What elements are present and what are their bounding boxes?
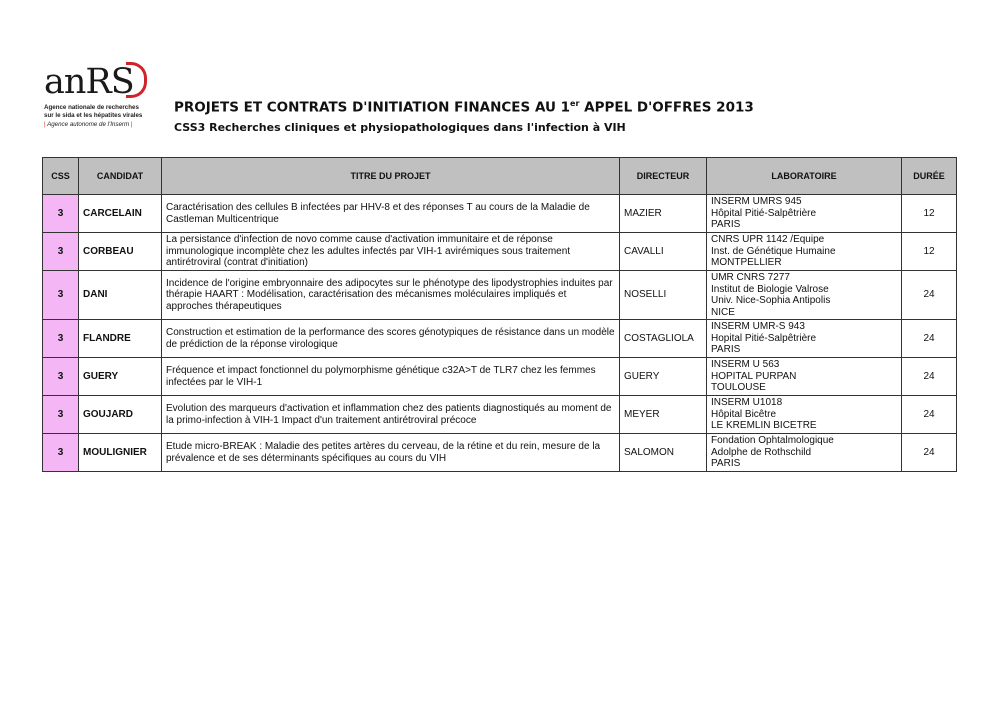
cell-laboratoire xyxy=(707,320,902,358)
lab-line: INSERM U 563 xyxy=(711,359,780,371)
cell-duree: 24 xyxy=(902,358,957,396)
lab-line: Univ. Nice-Sophia Antipolis xyxy=(711,295,831,306)
header-duree: DURÉE xyxy=(902,158,957,195)
table-header-row xyxy=(43,158,957,195)
cell-laboratoire xyxy=(707,271,902,320)
page-title-sup: er xyxy=(570,99,580,108)
cell-duree: 24 xyxy=(902,271,957,320)
header-laboratoire: LABORATOIRE xyxy=(707,158,902,195)
logo-wordmark xyxy=(44,60,156,100)
page-title xyxy=(174,99,754,116)
header-candidat: CANDIDAT xyxy=(79,158,162,195)
cell-duree: 24 xyxy=(902,320,957,358)
lab-line: INSERM UMRS 945 xyxy=(711,196,802,208)
lab-line: TOULOUSE xyxy=(711,382,766,394)
lab-line: Hôpital Pitié-Salpêtrière xyxy=(711,207,817,219)
lab-line: Inst. de Génétique Humaine xyxy=(711,245,836,257)
table-row xyxy=(43,358,957,396)
cell-titre: Etude micro-BREAK : Maladie des petites artères du cerveau, de la rétine et du rein, mesure de la prévalence et de ses déterminants spécifiques au cours du VIH xyxy=(162,434,620,472)
cell-candidat: FLANDRE xyxy=(79,320,162,358)
header-css: CSS xyxy=(43,158,79,195)
lab-line: Hopital Pitié-Salpêtrière xyxy=(711,332,817,344)
cell-candidat: GOUJARD xyxy=(79,396,162,434)
cell-laboratoire xyxy=(707,358,902,396)
lab-line: PARIS xyxy=(711,344,741,356)
header-titre: TITRE DU PROJET xyxy=(162,158,620,195)
cell-titre: Fréquence et impact fonctionnel du polymorphisme génétique c32A>T de TLR7 chez les femmes infectées par le VIH-1 xyxy=(162,358,620,396)
table-row xyxy=(43,396,957,434)
lab-line: INSERM UMR-S 943 xyxy=(711,321,805,333)
projects-table xyxy=(42,157,957,472)
lab-line: Fondation Ophtalmologique xyxy=(711,435,834,447)
cell-candidat: CORBEAU xyxy=(79,233,162,271)
table-row xyxy=(43,320,957,358)
lab-line: UMR CNRS 7277 xyxy=(711,272,790,283)
cell-laboratoire xyxy=(707,195,902,233)
logo-tagline: | Agence autonome de l'Inserm | xyxy=(44,121,133,128)
cell-titre: Construction et estimation de la performance des scores génotypiques de résistance dans un modèle de prédiction de la réponse virologique xyxy=(162,320,620,358)
lab-line: CNRS UPR 1142 /Equipe xyxy=(711,234,825,246)
lab-line: Adolphe de Rothschild xyxy=(711,446,812,458)
lab-line: LE KREMLIN BICETRE xyxy=(711,420,817,432)
cell-duree: 12 xyxy=(902,195,957,233)
cell-directeur: MAZIER xyxy=(620,195,707,233)
anrs-logo xyxy=(44,60,156,129)
page-title-prefix: PROJETS ET CONTRATS D'INITIATION FINANCES AU 1 xyxy=(174,99,571,116)
logo-subtitle xyxy=(44,104,156,120)
logo-subtitle-line1: Agence nationale de recherches xyxy=(44,104,139,111)
cell-candidat: MOULIGNIER xyxy=(79,434,162,472)
cell-directeur: CAVALLI xyxy=(620,233,707,271)
page-subtitle: CSS3 Recherches cliniques et physiopathologiques dans l'infection à VIH xyxy=(174,121,626,134)
table-row xyxy=(43,271,957,320)
cell-laboratoire xyxy=(707,233,902,271)
lab-line: INSERM U1018 xyxy=(711,397,783,409)
table-row xyxy=(43,233,957,271)
page-title-suffix: APPEL D'OFFRES 2013 xyxy=(579,99,754,116)
cell-titre: Caractérisation des cellules B infectées par HHV-8 et des réponses T au cours de la Maladie de Castleman Multicentrique xyxy=(162,195,620,233)
cell-directeur: NOSELLI xyxy=(620,271,707,320)
header-directeur: DIRECTEUR xyxy=(620,158,707,195)
lab-line: PARIS xyxy=(711,458,741,470)
cell-css: 3 xyxy=(43,195,79,233)
cell-candidat: GUERY xyxy=(79,358,162,396)
cell-candidat: CARCELAIN xyxy=(79,195,162,233)
logo-tagline-text: Agence autonome de l'Inserm xyxy=(47,121,130,128)
cell-laboratoire xyxy=(707,434,902,472)
cell-directeur: SALOMON xyxy=(620,434,707,472)
logo-subtitle-line2: sur le sida et les hépatites virales xyxy=(44,112,143,119)
cell-css: 3 xyxy=(43,358,79,396)
cell-duree: 24 xyxy=(902,434,957,472)
cell-directeur: MEYER xyxy=(620,396,707,434)
table-row xyxy=(43,434,957,472)
cell-css: 3 xyxy=(43,434,79,472)
cell-titre: Incidence de l'origine embryonnaire des adipocytes sur le phénotype des lipodystrophies induites par thérapie HAART : Modélisation, caractérisation des mécanismes moléculaires impliqués et approches thérapeutiques xyxy=(162,271,620,320)
cell-laboratoire xyxy=(707,396,902,434)
lab-line: MONTPELLIER xyxy=(711,257,782,269)
lab-line: Institut de Biologie Valrose xyxy=(711,283,829,295)
cell-duree: 24 xyxy=(902,396,957,434)
cell-duree: 12 xyxy=(902,233,957,271)
table-row xyxy=(43,195,957,233)
lab-line: PARIS xyxy=(711,219,741,231)
lab-line: HOPITAL PURPAN xyxy=(711,370,797,382)
logo-arc-icon xyxy=(126,62,147,98)
lab-line: NICE xyxy=(711,306,735,318)
cell-directeur: GUERY xyxy=(620,358,707,396)
logo-wordmark-text: anRS xyxy=(44,62,134,102)
cell-css: 3 xyxy=(43,320,79,358)
cell-titre: Evolution des marqueurs d'activation et inflammation chez des patients diagnostiqués au moment de la primo-infection à VIH-1 Impact d'un traitement antirétroviral précoce xyxy=(162,396,620,434)
cell-candidat: DANI xyxy=(79,271,162,320)
cell-titre: La persistance d'infection de novo comme cause d'activation immunitaire et de réponse immunologique incomplète chez les adultes infectés par VIH-1 avirémiques sous traitement antirétroviral (contrat d'initiation) xyxy=(162,233,620,271)
cell-css: 3 xyxy=(43,396,79,434)
lab-line: Hôpital Bicêtre xyxy=(711,408,777,420)
cell-css: 3 xyxy=(43,271,79,320)
cell-css: 3 xyxy=(43,233,79,271)
cell-directeur: COSTAGLIOLA xyxy=(620,320,707,358)
